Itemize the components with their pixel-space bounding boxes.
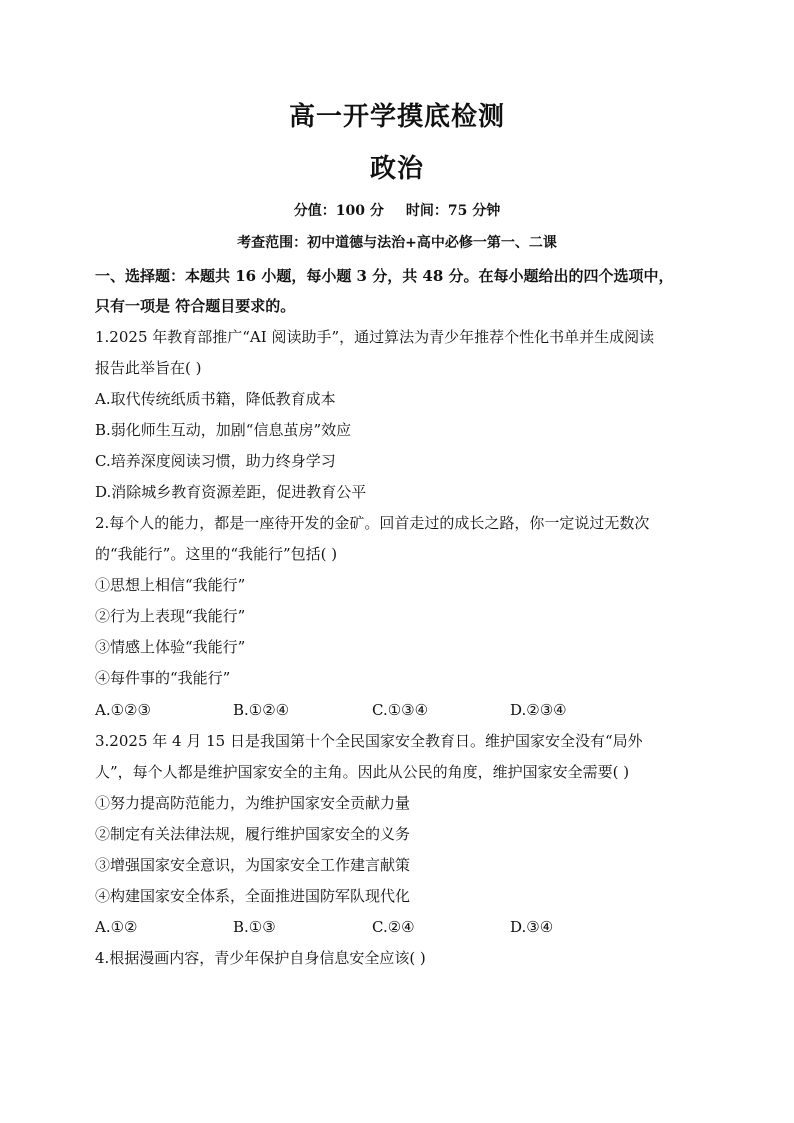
q1-option-a: A.取代传统纸质书籍，降低教育成本 (95, 390, 336, 408)
exam-subject: 政治 (369, 154, 424, 184)
q2-option-d: D.②③④ (510, 701, 567, 719)
q2-stem-line2: 的“我能行”。这里的“我能行”包括( ) (95, 545, 338, 563)
section-heading-line1: 一、选择题：本题共 16 小题，每小题 3 分，共 48 分。在每小题给出的四个选项中， (95, 267, 674, 285)
q1-stem-line2: 报告此举旨在( ) (95, 359, 202, 377)
q3-statement-4: ④构建国家安全体系，全面推进国防军队现代化 (95, 887, 411, 905)
q2-stem-line1: 2.每个人的能力，都是一座待开发的金矿。回首走过的成长之路，你一定说过无数次 (95, 514, 650, 532)
exam-meta (0, 200, 794, 220)
q4-stem-line1: 4.根据漫画内容，青少年保护自身信息安全应该( ) (95, 949, 426, 967)
q2-option-b: B.①②④ (233, 701, 290, 719)
q2-option-c: C.①③④ (372, 701, 429, 719)
q3-statement-2: ②制定有关法律法规，履行维护国家安全的义务 (95, 825, 411, 843)
q1-option-b: B.弱化师生互动，加剧“信息茧房”效应 (95, 421, 352, 439)
q1-stem-line1: 1.2025 年教育部推广“AI 阅读助手”，通过算法为青少年推荐个性化书单并生成阅读 (95, 328, 655, 346)
q3-statement-1: ①努力提高防范能力，为维护国家安全贡献力量 (95, 794, 411, 812)
q3-option-a: A.①② (95, 918, 138, 936)
score-text: 分值：100 分 (293, 203, 384, 219)
q1-option-c: C.培养深度阅读习惯，助力终身学习 (95, 452, 336, 470)
q3-statement-3: ③增强国家安全意识，为国家安全工作建言献策 (95, 856, 411, 874)
q2-statement-3: ③情感上体验“我能行” (95, 638, 246, 656)
q3-stem-line1: 3.2025 年 4 月 15 日是我国第十个全民国家安全教育日。维护国家安全没有“局外 (95, 732, 643, 750)
q2-statement-2: ②行为上表现“我能行” (95, 607, 246, 625)
exam-title: 高一开学摸底检测 (288, 102, 505, 132)
q3-option-b: B.①③ (233, 918, 276, 936)
q2-statement-4: ④每件事的“我能行” (95, 669, 231, 687)
q2-statement-1: ①思想上相信“我能行” (95, 576, 246, 594)
section-heading-line2: 只有一项是 符合题目要求的。 (95, 297, 296, 315)
time-text: 时间：75 分钟 (405, 203, 501, 219)
q3-option-d: D.③④ (510, 918, 554, 936)
q2-option-a: A.①②③ (95, 701, 151, 719)
q1-option-d: D.消除城乡教育资源差距，促进教育公平 (95, 483, 367, 501)
q3-option-c: C.②④ (372, 918, 415, 936)
exam-scope: 考查范围：初中道德与法治+高中必修一第一、二课 (237, 235, 557, 251)
q3-stem-line2: 人”，每个人都是维护国家安全的主角。因此从公民的角度，维护国家安全需要( ) (95, 763, 630, 781)
